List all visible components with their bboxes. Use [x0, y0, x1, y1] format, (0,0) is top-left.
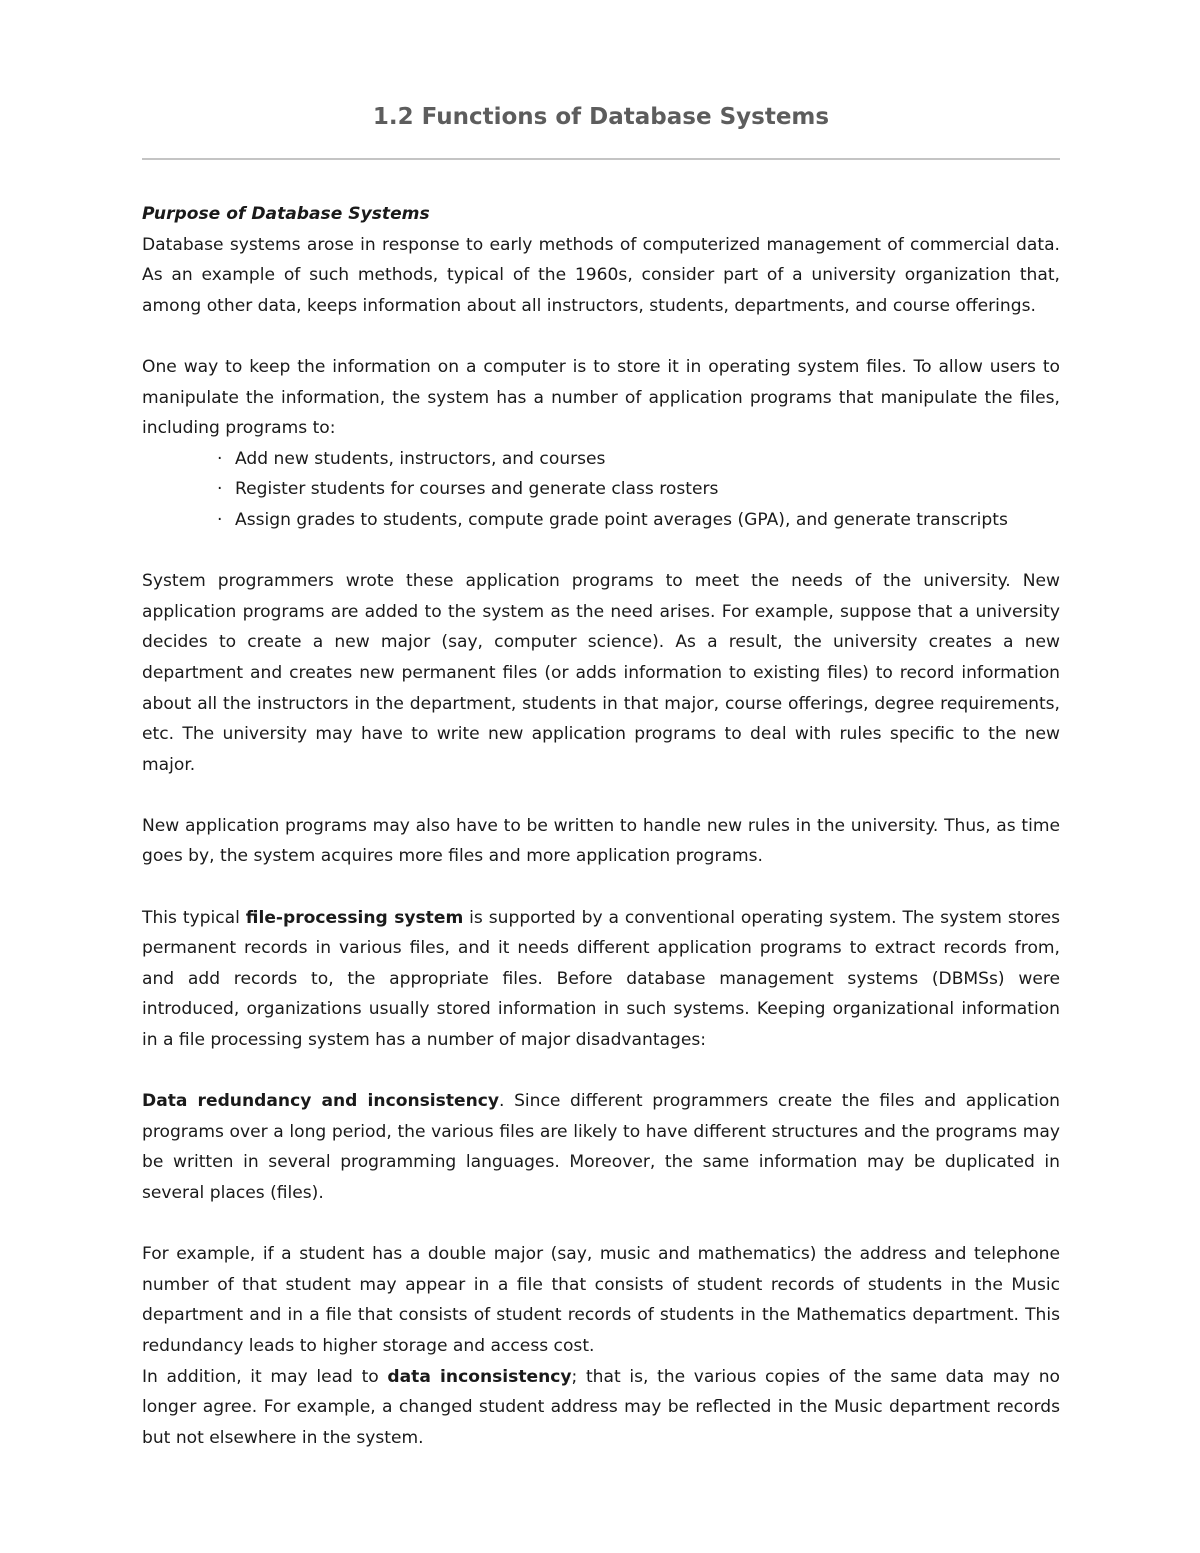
text-run: ; that is, the various copies of the same data may no longer agree. For example, a changed student address may be reflected in the Music department records but not elsewhere in the system.: [142, 1366, 1060, 1448]
text-run: . Since different programmers create the files and application programs over a long period, the various files are likely to have different structures and the programs may be written in several programming languages. Moreover, the same information may be duplicated in several places (files).: [142, 1091, 1061, 1203]
paragraph-gap: [142, 780, 1060, 811]
paragraph-gap: [142, 1209, 1060, 1240]
paragraph-gap: [142, 321, 1060, 352]
text-run: In addition, it may lead to: [142, 1366, 388, 1387]
title-divider: [142, 158, 1060, 160]
paragraph-os-files: One way to keep the information on a computer is to store it in operating system files. To allow users to manipulate the information, the system has a number of application programs that manipulate the files, including programs to:: [142, 356, 1060, 439]
paragraph-gap: [142, 536, 1060, 567]
list-item: [212, 444, 1060, 475]
emphasis-term: file-processing system: [245, 907, 464, 928]
emphasis-term: data inconsistency: [387, 1366, 572, 1387]
list-item-text: Register students for courses and generate class rosters: [235, 479, 719, 500]
document-title: 1.2 Functions of Database Systems: [372, 104, 830, 130]
list-item: [212, 505, 1060, 536]
section-heading: Purpose of Database Systems: [142, 204, 430, 224]
list-item: [212, 474, 1060, 505]
bullet-icon: ·: [217, 448, 223, 469]
text-run: is supported by a conventional operating system. The system stores permanent records in various files, and it needs different application programs to extract records from, and add records to, the appropriate files. Before database management systems (DBMSs) were introduced, organizations usually stored information in such systems. Keeping organizational information in a file processing system has a number of major disadvantages:: [142, 907, 1060, 1051]
text-run: This typical: [142, 907, 246, 928]
paragraph-new-programs: New application programs may also have to be written to handle new rules in the university. Thus, as time goes by, the system acquires more files and more application programs.: [142, 815, 1060, 867]
bullet-icon: ·: [217, 479, 223, 500]
document-body: [142, 199, 1060, 1453]
emphasis-term: Data redundancy and inconsistency: [142, 1091, 500, 1112]
list-item-text: Assign grades to students, compute grade point averages (GPA), and generate transcripts: [235, 509, 1008, 530]
list-item-text: Add new students, instructors, and courses: [235, 448, 606, 469]
paragraph-gap: [142, 1056, 1060, 1087]
paragraph-example: For example, if a student has a double major (say, music and mathematics) the address and telephone number of that student may appear in a file that consists of student records of students in the Music department and in a file that consists of student records of students in the Mathematics department. This redundancy leads to higher storage and access cost.: [142, 1244, 1060, 1356]
bullet-icon: ·: [217, 509, 223, 530]
paragraph-gap: [142, 872, 1060, 903]
paragraph-file-processing: [142, 903, 1060, 1056]
program-list: [142, 444, 1060, 536]
paragraph-system-programmers: System programmers wrote these application programs to meet the needs of the university. New application programs are added to the system as the need arises. For example, suppose that a university decides to create a new major (say, computer science). As a result, the university creates a new department and creates new permanent files (or adds information to existing files) to record information about all the instructors in the department, students in that major, course offerings, degree requirements, etc. The university may have to write new application programs to deal with rules specific to the new major.: [142, 571, 1060, 775]
paragraph-redundancy: [142, 1086, 1060, 1208]
paragraph-inconsistency: [142, 1362, 1060, 1454]
paragraph-intro: Database systems arose in response to early methods of computerized management of commercial data. As an example of such methods, typical of the 1960s, consider part of a university organization that, among other data, keeps information about all instructors, students, departments, and course offerings.: [142, 234, 1060, 316]
